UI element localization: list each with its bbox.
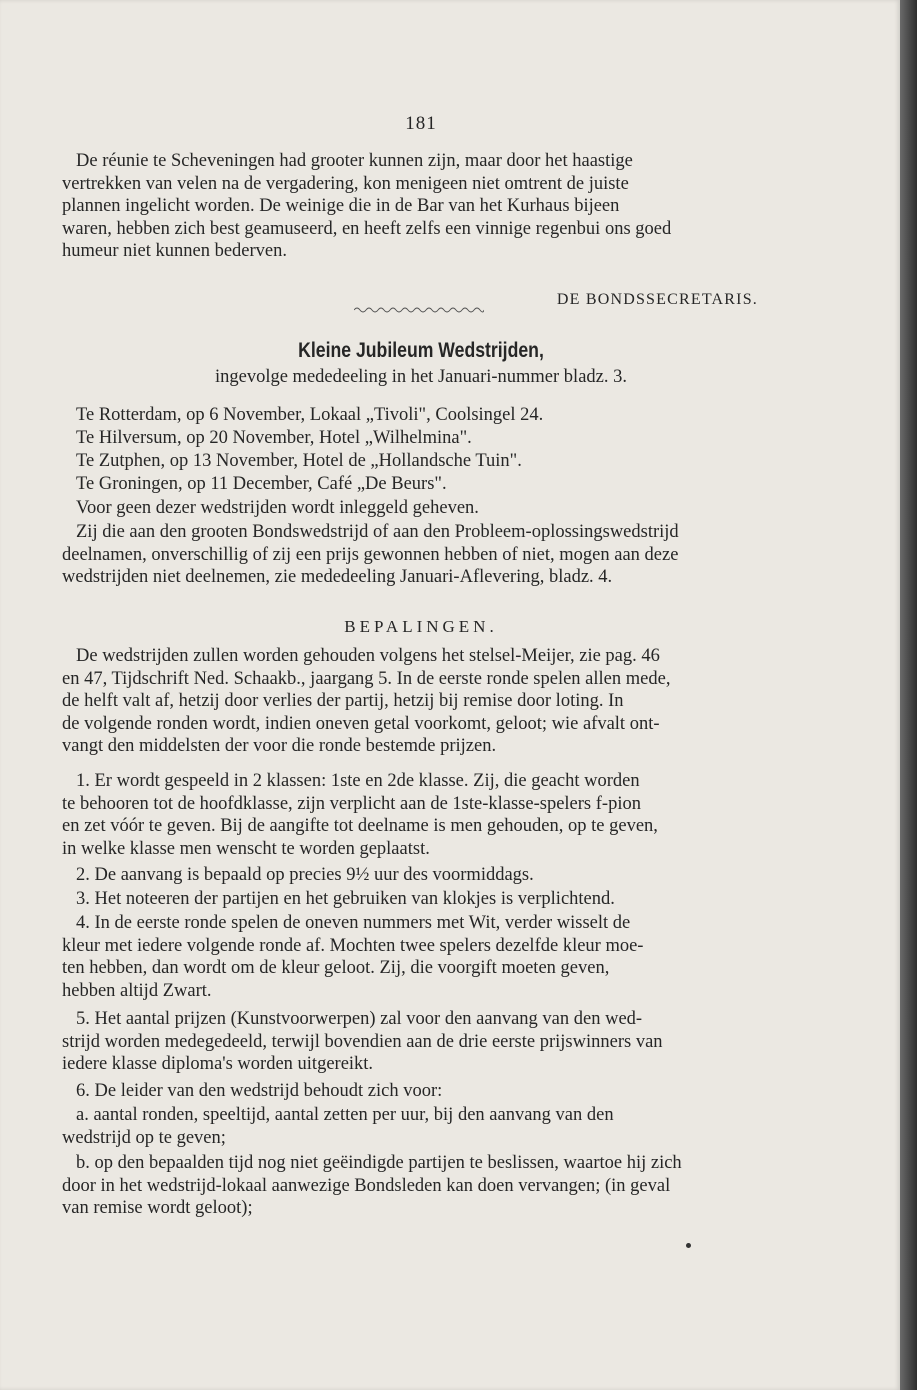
- text-line: van remise wordt geloot);: [62, 1198, 253, 1218]
- text-line: strijd worden medegedeeld, terwijl bovendien aan de drie eerste prijswinners van: [62, 1031, 663, 1052]
- ink-dot: [686, 1243, 691, 1248]
- text-line: 6. De leider van den wedstrijd behoudt zich voor:: [76, 1081, 443, 1101]
- text-line: 3. Het noteeren der partijen en het gebruiken van klokjes is verplichtend.: [76, 889, 615, 909]
- rule-6a: [62, 1104, 780, 1149]
- venue-line: Te Rotterdam, op 6 November, Lokaal „Tivoli", Coolsingel 24.: [76, 405, 544, 425]
- section-heading: Kleine Jubileum Wedstrijden,: [298, 339, 544, 362]
- text-line: deelnamen, onverschillig of zij een prijs gewonnen hebben of niet, mogen aan deze: [62, 544, 679, 565]
- section-subheading: ingevolge mededeeling in het Januari-nummer bladz. 3.: [214, 367, 627, 387]
- bepalingen-intro: [62, 645, 780, 758]
- reunion-paragraph: [62, 150, 780, 263]
- text-line: b. op den bepaalden tijd nog niet geëindigde partijen te beslissen, waartoe hij zich: [76, 1153, 682, 1173]
- text-line: hebben altijd Zwart.: [62, 980, 212, 1001]
- text-line: ten hebben, dan wordt om de kleur geloot. Zij, die voorgift moeten geven,: [62, 958, 610, 978]
- text-line: vertrekken van velen na de vergadering, kon menigeen niet omtrent de juiste: [62, 173, 629, 194]
- text-line: 5. Het aantal prijzen (Kunstvoorwerpen) zal voor den aanvang van den wed-: [76, 1009, 643, 1029]
- text-line: a. aantal ronden, speeltijd, aantal zetten per uur, bij den aanvang van den: [76, 1105, 614, 1125]
- text-line: humeur niet kunnen bederven.: [62, 241, 288, 261]
- text-line: en zet vóór te geven. Bij de aangifte tot deelname is men gehouden, op te geven,: [62, 816, 658, 836]
- text-line: door in het wedstrijd-lokaal aanwezige Bondsleden kan doen vervangen; (in geval: [62, 1175, 671, 1196]
- book-edge: [900, 0, 917, 1390]
- text-line: en 47, Tijdschrift Ned. Schaakb., jaargang 5. In de eerste ronde spelen allen mede,: [62, 668, 671, 689]
- rule-4: [62, 912, 780, 1002]
- venue-line: Te Hilversum, op 20 November, Hotel „Wilhelmina".: [76, 428, 472, 448]
- rule-1: [62, 770, 780, 860]
- text-line: 2. De aanvang is bepaald op precies 9½ uur des voormiddags.: [76, 865, 534, 885]
- participation-paragraph: [62, 521, 780, 589]
- rule-3: [62, 888, 780, 911]
- rule-6: [62, 1080, 780, 1103]
- text-line: de volgende ronden wordt, indien oneven getal voorkomt, geloot; wie afvalt ont-: [62, 713, 660, 734]
- rule-2: [62, 864, 780, 887]
- text-line: Zij die aan den grooten Bondswedstrijd of aan den Probleem-oplossingswedstrijd: [76, 522, 679, 542]
- wavy-divider: [354, 304, 484, 316]
- text-line: in welke klasse men wenscht te worden geplaatst.: [62, 838, 430, 859]
- bepalingen-title: BEPALINGEN.: [344, 617, 498, 636]
- text-line: waren, hebben zich best geamuseerd, en heeft zelfs een vinnige regenbui ons goed: [62, 218, 672, 239]
- text-line: de helft valt af, hetzij door verlies der partij, hetzij bij remise door loting. In: [62, 691, 624, 711]
- text-line: plannen ingelicht worden. De weinige die in de Bar van het Kurhaus bijeen: [62, 196, 620, 216]
- venue-line: Voor geen dezer wedstrijden wordt inleggeld geheven.: [76, 498, 479, 518]
- rule-5: [62, 1008, 780, 1076]
- text-line: wedstrijd op te geven;: [62, 1127, 226, 1148]
- text-line: iedere klasse diploma's worden uitgereikt.: [62, 1054, 374, 1074]
- text-line: kleur met iedere volgende ronde af. Mochten twee spelers dezelfde kleur moe-: [62, 935, 644, 956]
- text-line: 1. Er wordt gespeeld in 2 klassen: 1ste en 2de klasse. Zij, die geacht worden: [76, 771, 640, 791]
- signature: DE BONDSSECRETARIS.: [556, 291, 758, 308]
- rule-6b: [62, 1152, 780, 1220]
- text-line: vangt den middelsten der voor die ronde bestemde prijzen.: [62, 736, 497, 756]
- text-line: De wedstrijden zullen worden gehouden volgens het stelsel-Meijer, zie pag. 46: [76, 646, 660, 666]
- venue-line: Te Groningen, op 11 December, Café „De Beurs".: [76, 474, 447, 494]
- text-line: te behooren tot de hoofdklasse, zijn verplicht aan de 1ste-klasse-spelers f-pion: [62, 793, 641, 814]
- text-line: De réunie te Scheveningen had grooter kunnen zijn, maar door het haastige: [76, 151, 633, 171]
- venue-line: Te Zutphen, op 13 November, Hotel de „Hollandsche Tuin".: [76, 451, 522, 471]
- page-number: 181: [405, 113, 437, 134]
- text-line: 4. In de eerste ronde spelen de oneven nummers met Wit, verder wisselt de: [76, 913, 631, 933]
- text-line: wedstrijden niet deelnemen, zie mededeeling Januari-Aflevering, bladz. 4.: [62, 567, 613, 587]
